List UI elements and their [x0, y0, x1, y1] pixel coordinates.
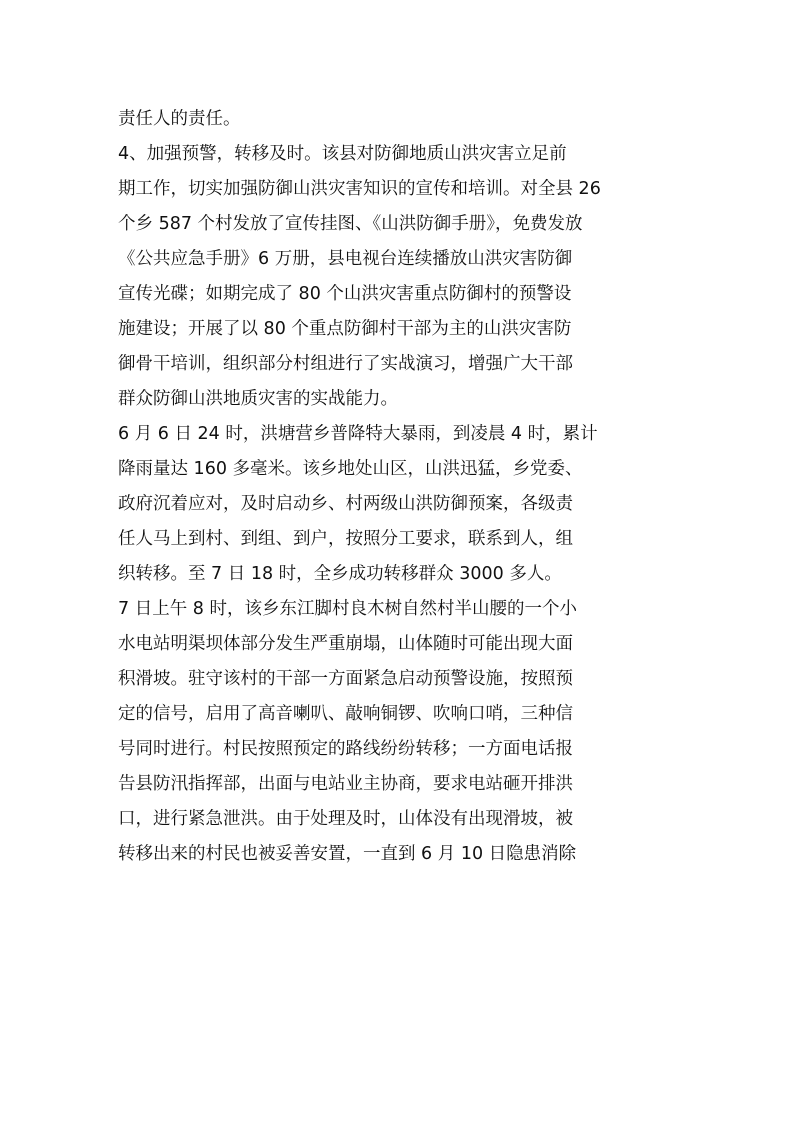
- text-line: 个乡 587 个村发放了宣传挂图、《山洪防御手册》，免费发放: [118, 214, 583, 234]
- text-line: 织转移。至 7 日 18 时，全乡成功转移群众 3000 多人。: [118, 564, 562, 584]
- text-line: 水电站明渠坝体部分发生严重崩塌，山体随时可能出现大面: [118, 634, 573, 654]
- text-line: 降雨量达 160 多毫米。该乡地处山区，山洪迅猛，乡党委、: [118, 459, 583, 479]
- text-line: 4、加强预警，转移及时。该县对防御地质山洪灾害立足前: [118, 144, 567, 164]
- text-line: 口，进行紧急泄洪。由于处理及时，山体没有出现滑坡，被: [118, 809, 573, 829]
- text-line: 转移出来的村民也被妥善安置，一直到 6 月 10 日隐患消除: [118, 844, 577, 864]
- text-line: 政府沉着应对，及时启动乡、村两级山洪防御预案，各级责: [118, 494, 573, 514]
- text-line: 积滑坡。驻守该村的干部一方面紧急启动预警设施，按照预: [118, 669, 573, 689]
- text-line: 6 月 6 日 24 时，洪塘营乡普降特大暴雨，到凌晨 4 时，累计: [118, 424, 598, 444]
- text-line: 告县防汛指挥部，出面与电站业主协商，要求电站砸开排洪: [118, 774, 573, 794]
- document-body: [118, 102, 688, 872]
- text-line: 群众防御山洪地质灾害的实战能力。: [118, 389, 398, 409]
- text-line: 任人马上到村、到组、到户，按照分工要求，联系到人，组: [118, 529, 573, 549]
- text-line: 责任人的责任。: [118, 109, 241, 129]
- text-line: 号同时进行。村民按照预定的路线纷纷转移；一方面电话报: [118, 739, 573, 759]
- text-line: 7 日上午 8 时，该乡东江脚村良木树自然村半山腰的一个小: [118, 599, 577, 619]
- text-line: 施建设；开展了以 80 个重点防御村干部为主的山洪灾害防: [118, 319, 572, 339]
- text-line: 《公共应急手册》6 万册，县电视台连续播放山洪灾害防御: [118, 249, 573, 269]
- text-line: 期工作，切实加强防御山洪灾害知识的宣传和培训。对全县 26: [118, 179, 601, 199]
- text-line: 宣传光碟；如期完成了 80 个山洪灾害重点防御村的预警设: [118, 284, 572, 304]
- text-line: 御骨干培训，组织部分村组进行了实战演习，增强广大干部: [118, 354, 573, 374]
- text-line: 定的信号，启用了高音喇叭、敲响铜锣、吹响口哨，三种信: [118, 704, 573, 724]
